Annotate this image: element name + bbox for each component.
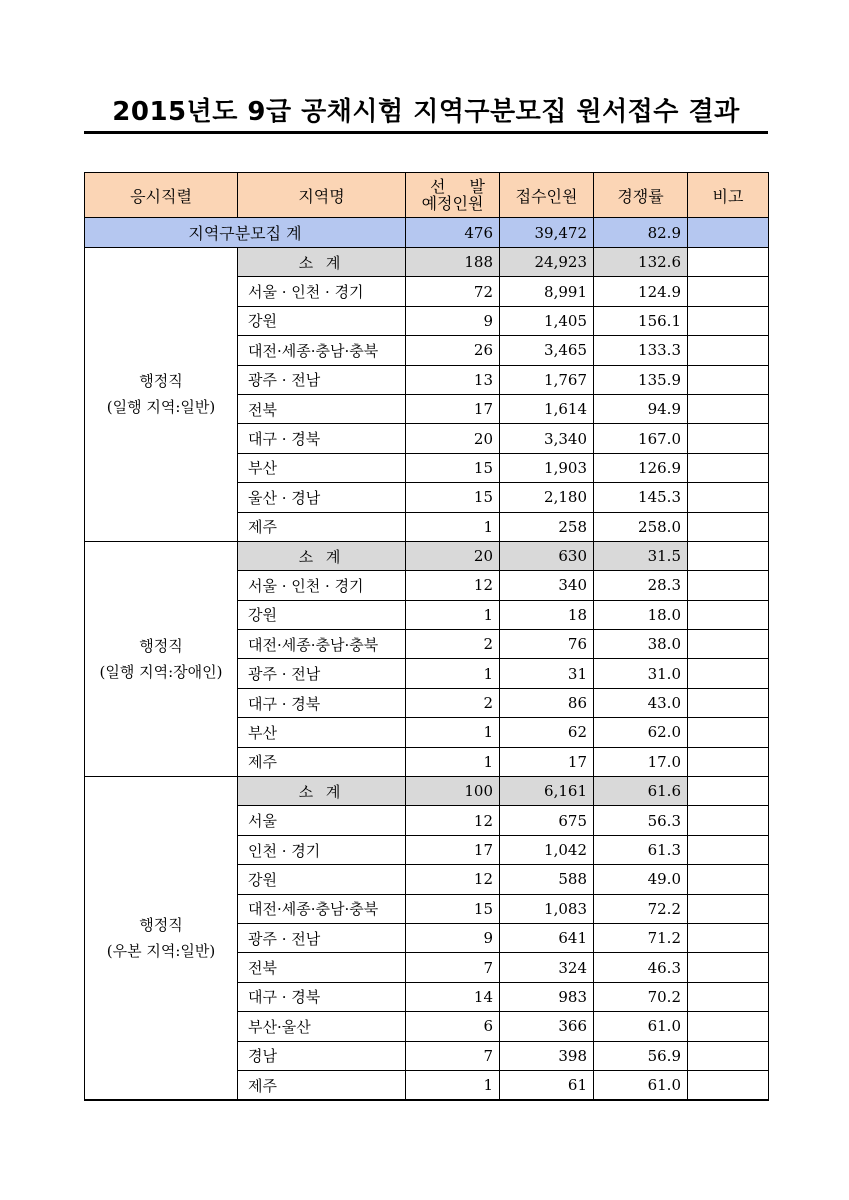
subtotal-label: 소 계 <box>238 541 406 570</box>
group-label-line1: 행정직 <box>139 916 183 935</box>
remarks-cell <box>688 1041 769 1070</box>
remarks-cell <box>688 718 769 747</box>
ratio-cell: 56.9 <box>594 1041 688 1070</box>
subtotal-row <box>85 248 769 277</box>
remarks-cell <box>688 1070 769 1100</box>
subtotal-ratio: 61.6 <box>594 777 688 806</box>
group-label <box>85 248 238 542</box>
group-label <box>85 777 238 1101</box>
applicants-cell: 1,083 <box>500 894 594 923</box>
subtotal-applicants: 6,161 <box>500 777 594 806</box>
region-cell: 제주 <box>238 1070 406 1100</box>
applicants-cell: 8,991 <box>500 277 594 306</box>
selection-cell: 1 <box>406 512 500 541</box>
remarks-cell <box>688 630 769 659</box>
subtotal-row <box>85 777 769 806</box>
ratio-cell: 61.3 <box>594 835 688 864</box>
subtotal-label: 소 계 <box>238 248 406 277</box>
region-cell: 광주 · 전남 <box>238 923 406 952</box>
region-cell: 서울 · 인천 · 경기 <box>238 277 406 306</box>
applicants-cell: 3,465 <box>500 336 594 365</box>
selection-cell: 17 <box>406 835 500 864</box>
remarks-cell <box>688 953 769 982</box>
applicants-cell: 31 <box>500 659 594 688</box>
ratio-cell: 72.2 <box>594 894 688 923</box>
ratio-cell: 124.9 <box>594 277 688 306</box>
region-cell: 부산 <box>238 453 406 482</box>
results-table <box>84 172 769 1101</box>
selection-cell: 12 <box>406 865 500 894</box>
applicants-cell: 588 <box>500 865 594 894</box>
region-cell: 전북 <box>238 394 406 423</box>
ratio-cell: 62.0 <box>594 718 688 747</box>
subtotal-remarks <box>688 777 769 806</box>
subtotal-selection: 188 <box>406 248 500 277</box>
ratio-cell: 145.3 <box>594 483 688 512</box>
subtotal-row <box>85 541 769 570</box>
selection-cell: 7 <box>406 953 500 982</box>
ratio-cell: 61.0 <box>594 1070 688 1100</box>
applicants-cell: 258 <box>500 512 594 541</box>
remarks-cell <box>688 806 769 835</box>
ratio-cell: 46.3 <box>594 953 688 982</box>
selection-cell: 2 <box>406 688 500 717</box>
region-cell: 제주 <box>238 512 406 541</box>
ratio-cell: 31.0 <box>594 659 688 688</box>
selection-cell: 9 <box>406 306 500 335</box>
remarks-cell <box>688 659 769 688</box>
selection-cell: 12 <box>406 571 500 600</box>
applicants-cell: 398 <box>500 1041 594 1070</box>
applicants-cell: 76 <box>500 630 594 659</box>
region-cell: 서울 · 인천 · 경기 <box>238 571 406 600</box>
region-cell: 대구 · 경북 <box>238 982 406 1011</box>
region-cell: 부산 <box>238 718 406 747</box>
applicants-cell: 1,042 <box>500 835 594 864</box>
subtotal-ratio: 132.6 <box>594 248 688 277</box>
selection-cell: 9 <box>406 923 500 952</box>
selection-cell: 1 <box>406 747 500 776</box>
subtotal-applicants: 630 <box>500 541 594 570</box>
selection-cell: 72 <box>406 277 500 306</box>
selection-cell: 15 <box>406 483 500 512</box>
selection-cell: 14 <box>406 982 500 1011</box>
applicants-cell: 18 <box>500 600 594 629</box>
remarks-cell <box>688 306 769 335</box>
region-cell: 경남 <box>238 1041 406 1070</box>
selection-cell: 7 <box>406 1041 500 1070</box>
region-cell: 인천 · 경기 <box>238 835 406 864</box>
ratio-cell: 94.9 <box>594 394 688 423</box>
group-label-line2: (일행 지역:일반) <box>106 398 216 417</box>
applicants-cell: 2,180 <box>500 483 594 512</box>
selection-cell: 26 <box>406 336 500 365</box>
remarks-cell <box>688 1012 769 1041</box>
remarks-cell <box>688 483 769 512</box>
header-ratio: 경쟁률 <box>594 173 688 218</box>
applicants-cell: 1,405 <box>500 306 594 335</box>
grand-total-selection: 476 <box>406 218 500 248</box>
subtotal-label: 소 계 <box>238 777 406 806</box>
remarks-cell <box>688 394 769 423</box>
applicants-cell: 340 <box>500 571 594 600</box>
remarks-cell <box>688 277 769 306</box>
grand-total-ratio: 82.9 <box>594 218 688 248</box>
remarks-cell <box>688 600 769 629</box>
subtotal-selection: 20 <box>406 541 500 570</box>
applicants-cell: 17 <box>500 747 594 776</box>
ratio-cell: 56.3 <box>594 806 688 835</box>
applicants-cell: 61 <box>500 1070 594 1100</box>
remarks-cell <box>688 982 769 1011</box>
ratio-cell: 133.3 <box>594 336 688 365</box>
applicants-cell: 983 <box>500 982 594 1011</box>
subtotal-applicants: 24,923 <box>500 248 594 277</box>
ratio-cell: 28.3 <box>594 571 688 600</box>
results-table-body <box>85 173 769 1101</box>
applicants-cell: 641 <box>500 923 594 952</box>
region-cell: 강원 <box>238 865 406 894</box>
header-selection <box>406 173 509 218</box>
region-cell: 울산 · 경남 <box>238 483 406 512</box>
selection-cell: 1 <box>406 659 500 688</box>
ratio-cell: 126.9 <box>594 453 688 482</box>
group-label-line1: 행정직 <box>139 636 183 655</box>
remarks-cell <box>688 688 769 717</box>
remarks-cell <box>688 747 769 776</box>
region-cell: 광주 · 전남 <box>238 659 406 688</box>
ratio-cell: 258.0 <box>594 512 688 541</box>
group-label-line1: 행정직 <box>139 372 183 391</box>
selection-cell: 17 <box>406 394 500 423</box>
remarks-cell <box>688 894 769 923</box>
selection-cell: 2 <box>406 630 500 659</box>
header-region: 지역명 <box>238 173 406 218</box>
ratio-cell: 135.9 <box>594 365 688 394</box>
region-cell: 대구 · 경북 <box>238 424 406 453</box>
grand-total-row <box>85 218 769 248</box>
remarks-cell <box>688 453 769 482</box>
selection-cell: 13 <box>406 365 500 394</box>
header-selection-line1: 선발 <box>430 177 509 196</box>
applicants-cell: 1,903 <box>500 453 594 482</box>
selection-cell: 1 <box>406 718 500 747</box>
subtotal-remarks <box>688 541 769 570</box>
header-job: 응시직렬 <box>85 173 238 218</box>
page-title: 2015년도 9급 공채시험 지역구분모집 원서접수 결과 <box>112 97 740 127</box>
group-label-line2: (일행 지역:장애인) <box>99 662 223 681</box>
applicants-cell: 86 <box>500 688 594 717</box>
remarks-cell <box>688 336 769 365</box>
header-applicants: 접수인원 <box>500 173 594 218</box>
applicants-cell: 62 <box>500 718 594 747</box>
region-cell: 강원 <box>238 600 406 629</box>
group-label <box>85 541 238 776</box>
region-cell: 부산·울산 <box>238 1012 406 1041</box>
remarks-cell <box>688 865 769 894</box>
selection-cell: 15 <box>406 453 500 482</box>
ratio-cell: 38.0 <box>594 630 688 659</box>
selection-cell: 6 <box>406 1012 500 1041</box>
region-cell: 대전·세종·충남·충북 <box>238 630 406 659</box>
region-cell: 대구 · 경북 <box>238 688 406 717</box>
remarks-cell <box>688 571 769 600</box>
ratio-cell: 17.0 <box>594 747 688 776</box>
applicants-cell: 366 <box>500 1012 594 1041</box>
region-cell: 대전·세종·충남·충북 <box>238 336 406 365</box>
ratio-cell: 167.0 <box>594 424 688 453</box>
applicants-cell: 1,614 <box>500 394 594 423</box>
subtotal-remarks <box>688 248 769 277</box>
title-underline <box>84 131 768 134</box>
region-cell: 전북 <box>238 953 406 982</box>
header-row <box>85 173 769 218</box>
ratio-cell: 49.0 <box>594 865 688 894</box>
remarks-cell <box>688 923 769 952</box>
selection-cell: 15 <box>406 894 500 923</box>
selection-cell: 1 <box>406 600 500 629</box>
ratio-cell: 43.0 <box>594 688 688 717</box>
ratio-cell: 61.0 <box>594 1012 688 1041</box>
region-cell: 대전·세종·충남·충북 <box>238 894 406 923</box>
region-cell: 강원 <box>238 306 406 335</box>
ratio-cell: 70.2 <box>594 982 688 1011</box>
ratio-cell: 71.2 <box>594 923 688 952</box>
header-selection-line2: 예정인원 <box>421 194 484 213</box>
grand-total-label: 지역구분모집 계 <box>85 218 406 248</box>
ratio-cell: 156.1 <box>594 306 688 335</box>
remarks-cell <box>688 365 769 394</box>
subtotal-ratio: 31.5 <box>594 541 688 570</box>
selection-cell: 20 <box>406 424 500 453</box>
selection-cell: 12 <box>406 806 500 835</box>
grand-total-remarks <box>688 218 769 248</box>
applicants-cell: 1,767 <box>500 365 594 394</box>
selection-cell: 1 <box>406 1070 500 1100</box>
remarks-cell <box>688 512 769 541</box>
region-cell: 서울 <box>238 806 406 835</box>
applicants-cell: 3,340 <box>500 424 594 453</box>
region-cell: 제주 <box>238 747 406 776</box>
applicants-cell: 675 <box>500 806 594 835</box>
header-remarks: 비고 <box>688 173 769 218</box>
ratio-cell: 18.0 <box>594 600 688 629</box>
remarks-cell <box>688 424 769 453</box>
applicants-cell: 324 <box>500 953 594 982</box>
subtotal-selection: 100 <box>406 777 500 806</box>
remarks-cell <box>688 835 769 864</box>
grand-total-applicants: 39,472 <box>500 218 594 248</box>
group-label-line2: (우본 지역:일반) <box>106 942 216 961</box>
region-cell: 광주 · 전남 <box>238 365 406 394</box>
